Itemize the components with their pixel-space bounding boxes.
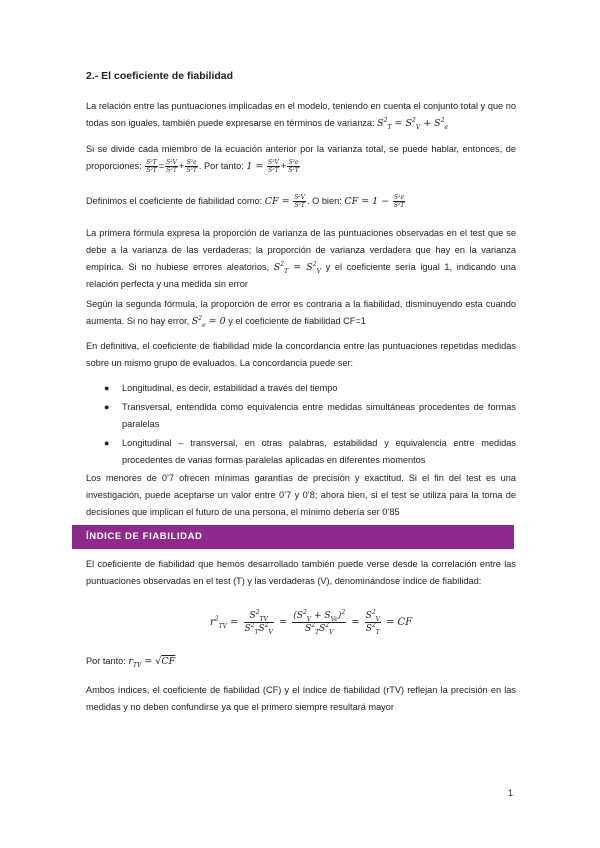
paragraph-both-indices: Ambos índices, el coeficiente de fiabilidad (CF) y el índice de fiabilidad (rTV) reflejan la precisión en las medidas y no deben confundirse ya que el primero siempre resultará mayor — [86, 685, 516, 712]
paragraph-reliability-index: El coeficiente de fiabilidad que hemos desarrollado también puede verse desde la correlación entre las puntuaciones observadas en el test (T) y las verdaderas (V), denominándose índice de fiabilidad: — [86, 559, 516, 586]
paragraph-variance: La relación entre las puntuaciones implicadas en el modelo, teniendo en cuenta el conjunto total y que no todas son iguales, también puede expresarse en términos de varianza: $S^2_T = S^2_V + S^2_e$ — [86, 101, 516, 131]
concordance-list — [86, 380, 516, 469]
paragraph-proportions: Si se divide cada miembro de la ecuación anterior por la varianza total, se puede hablar, entonces, de proporciones: $\frac{\text{S²T}}{\text{S²T}}$ = $\frac{\text{S²V}}{\text{S²T}}$ + $\frac{\text{S²e}}{\text{S²T}}$ . Por tanto: 1 = $\frac{\text{S²V}}{\text{S²T}}$ + $\frac{\text{S²e}}{\text{S²T}}$ — [86, 144, 516, 175]
bullet-icon: ● — [104, 402, 110, 412]
section-banner: ÍNDICE DE FIABILIDAD — [72, 525, 514, 549]
bullet-icon: ● — [104, 383, 110, 393]
list-item: ● Transversal, entendida como equivalencia entre medidas simultáneas procedentes de formas paralelas — [86, 399, 516, 433]
paragraph-first-formula: La primera fórmula expresa la proporción de varianza de las puntuaciones observadas en el test que se debe a la varianza de las verdaderas; la proporción de varianza verdadera que hay en la varianza empírica. Si no hubiese errores aleatorios, $S^2_T = S^2_V$ y el coeficiente sería igual 1, indicando una relación perfecta y una medida sin error — [86, 228, 517, 289]
section-title: 2.- El coeficiente de fiabilidad — [86, 70, 234, 82]
list-item: ● Longitudinal, es decir, estabilidad a través del tiempo — [86, 380, 516, 397]
paragraph-concordance: En definitiva, el coeficiente de fiabilidad mide la concordancia entre las puntuaciones repetidas medidas sobre un mismo grupo de evaluados. La concordancia puede ser: — [86, 341, 516, 368]
page-number: 1 — [508, 788, 514, 798]
list-item: ● Longitudinal – transversal, en otras palabras, estabilidad y equivalencia entre medidas procedentes de varias formas paralelas aplicadas en diferentes momentos — [86, 435, 516, 469]
bullet-icon: ● — [104, 438, 110, 448]
reliability-index-equation: $r^2_{TV}$ = $\frac{S^2_{TV}}{S^2_TS^2_V}$ = $\frac{(S^2_V + S_{Ve})^2}{S^2_TS^2_V}$ = $\frac{S^2_V}{S^2_T}$ = CF — [210, 609, 413, 636]
variance-formula: $S^2_T = S^2_V + S^2_e$ — [377, 116, 449, 131]
paragraph-second-formula: Según la segunda fórmula, la proporción de error es contraria a la fiabilidad, disminuyendo esta cuando aumenta. Si no hay error, $S^2_e = 0$ y el coeficiente de fiabilidad CF=1 — [86, 299, 516, 329]
paragraph-definition: Definimos el coeficiente de fiabilidad como: CF = $\frac{\text{S²V}}{\text{S²T}}$ . O bien: CF = 1 − $\frac{\text{S²e}}{\text{S²T}}$ — [86, 194, 405, 210]
paragraph-thresholds: Los menores de 0’7 ofrecen mínimas garantías de precisión y exactitud. Si el fin del test es una investigación, puede aceptarse un valor entre 0’7 y 0’8; ahora bien, si el test se utiliza para la toma de decisiones que implican el futuro de una persona, el mínimo debería ser 0’85 — [86, 473, 516, 517]
fraction-st-st: $\frac{\text{S²T}}{\text{S²T}}$ — [146, 159, 157, 175]
paragraph-therefore: Por tanto: $r_{TV} = √CF$ — [86, 656, 176, 669]
